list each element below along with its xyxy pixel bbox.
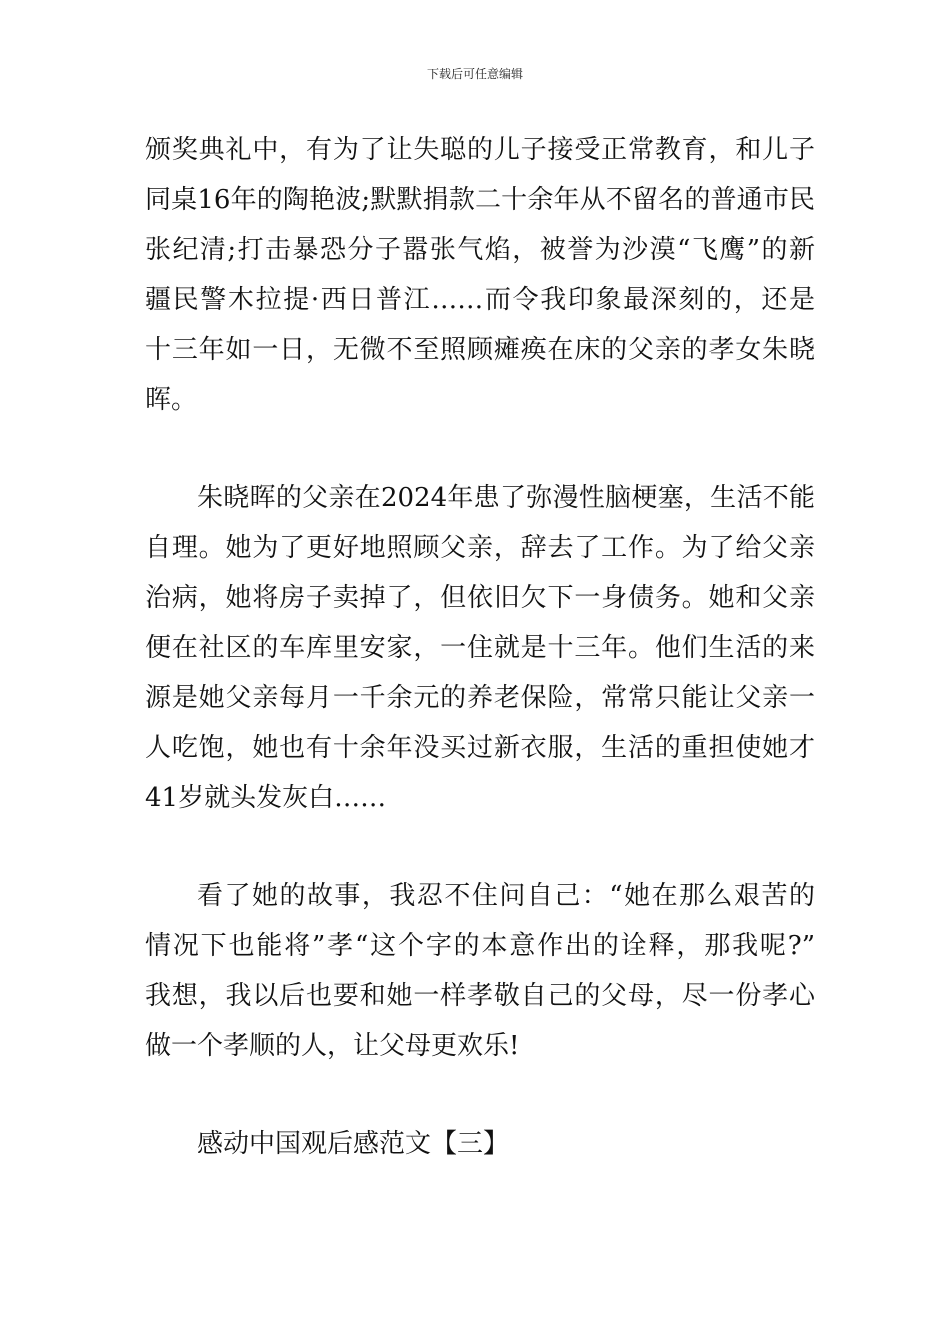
text-line: 治病，她将房子卖掉了，但依旧欠下一身债务。她和父亲 bbox=[145, 583, 815, 613]
text-line: 便在社区的车库里安家，一住就是十三年。他们生活的来 bbox=[145, 633, 815, 663]
text-line: 张纪清;打击暴恐分子嚣张气焰，被誉为沙漠“飞鹰”的新 bbox=[145, 235, 815, 265]
section-heading: 感动中国观后感范文【三】 bbox=[197, 1129, 510, 1159]
text-line: 我想，我以后也要和她一样孝敬自己的父母，尽一份孝心 bbox=[145, 981, 815, 1011]
text-line: 做一个孝顺的人，让父母更欢乐! bbox=[145, 1031, 520, 1061]
text-line: 看了她的故事，我忍不住问自己：“她在那么艰苦的 bbox=[197, 881, 815, 911]
text-line: 疆民警木拉提·西日普江……而令我印象最深刻的，还是 bbox=[145, 285, 815, 315]
page-header-note: 下载后可任意编辑 bbox=[426, 67, 523, 81]
text-line: 自理。她为了更好地照顾父亲，辞去了工作。为了给父亲 bbox=[145, 533, 815, 563]
text-line: 朱晓晖的父亲在2024年患了弥漫性脑梗塞，生活不能 bbox=[197, 483, 815, 513]
text-line: 41岁就头发灰白…… bbox=[145, 783, 387, 813]
text-line: 同桌16年的陶艳波;默默捐款二十余年从不留名的普通市民 bbox=[145, 185, 815, 215]
text-line: 源是她父亲每月一千余元的养老保险，常常只能让父亲一 bbox=[145, 683, 815, 713]
text-line: 人吃饱，她也有十余年没买过新衣服，生活的重担使她才 bbox=[145, 733, 815, 763]
text-line: 颁奖典礼中，有为了让失聪的儿子接受正常教育，和儿子 bbox=[145, 135, 815, 165]
text-line: 晖。 bbox=[145, 385, 198, 415]
text-line: 情况下也能将”孝“这个字的本意作出的诠释，那我呢?” bbox=[145, 931, 815, 961]
text-line: 十三年如一日，无微不至照顾瘫痪在床的父亲的孝女朱晓 bbox=[145, 335, 815, 365]
